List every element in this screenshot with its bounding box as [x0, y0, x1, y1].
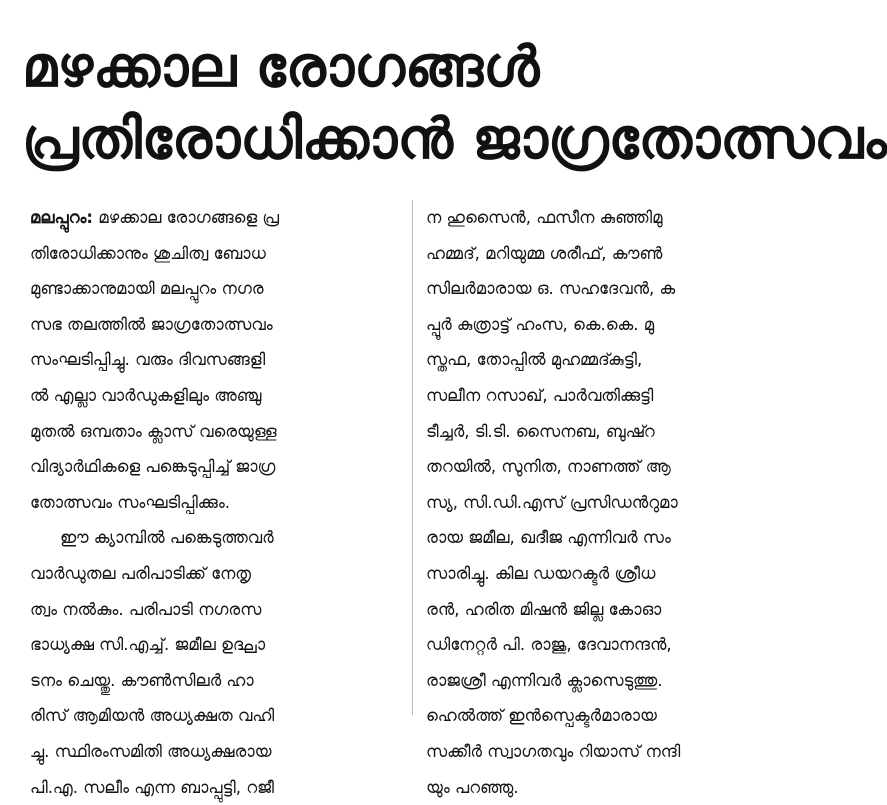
- article-line: സ്യ, സി.ഡി.എസ് പ്രസിഡൻറുമാ: [426, 485, 778, 521]
- article-line: സലീന റസാഖ്, പാർവതിക്കുട്ടി: [426, 378, 778, 414]
- article-line: വാർഡുതല പരിപാടിക്ക് നേതൃ: [30, 556, 402, 592]
- article-line: പി.എ. സലീം എന്ന ബാപ്പുട്ടി, റജീ: [30, 770, 402, 805]
- article-line: സംഘടിപ്പിച്ചു. വരും ദിവസങ്ങളി: [30, 342, 402, 378]
- article-line: സഭ തലത്തിൽ ജാഗ്രതോത്സവം: [30, 307, 402, 343]
- article-line: ഹമ്മദ്, മറിയുമ്മ ശരീഫ്, കൗൺ: [426, 236, 778, 272]
- article-line: സ്തഫ, തോപ്പിൽ മുഹമ്മദ്കുട്ടി,: [426, 342, 778, 378]
- article-line: മുതൽ ഒമ്പതാം ക്ലാസ് വരെയുള്ള: [30, 414, 402, 450]
- article-line: രൻ, ഹരിത മിഷൻ ജില്ല കോഓ: [426, 592, 778, 628]
- column-divider: [412, 200, 413, 715]
- article-line: തോത്സവം സംഘടിപ്പിക്കും.: [30, 485, 402, 521]
- article-line: സിലർമാരായ ഒ. സഹദേവൻ, ക: [426, 271, 778, 307]
- headline-line-2: പ്രതിരോധിക്കാൻ ജാഗ്രതോത്സവം: [22, 104, 782, 176]
- article-column-left: [30, 200, 402, 805]
- article-column-right: [426, 200, 778, 805]
- article-line: വിദ്യാർഥികളെ പങ്കെടുപ്പിച്ച് ജാഗ്ര: [30, 449, 402, 485]
- article-line: ടനം ചെയ്തു. കൗൺസിലർ ഹാ: [30, 663, 402, 699]
- article-line: സാരിച്ചു. കില ഡയറക്ടർ ശ്രീധ: [426, 556, 778, 592]
- dateline: മലപ്പുറം:: [30, 208, 93, 227]
- article-line: [30, 200, 402, 236]
- article-line-text: മഴക്കാല രോഗങ്ങളെ പ്ര: [93, 208, 279, 227]
- article-line: ടീച്ചർ, ടി.ടി. സൈനബ, ബുഷ്റ: [426, 414, 778, 450]
- article-line: പ്പൂർ കുത്രാട്ട് ഹംസ, കെ.കെ. മു: [426, 307, 778, 343]
- article-line: ന ഹുസൈൻ, ഫസീന കുഞ്ഞിമു: [426, 200, 778, 236]
- article-line: സക്കീർ സ്വാഗതവും റിയാസ് നന്ദി: [426, 734, 778, 770]
- article-line: ച്ചു. സ്ഥിരംസമിതി അധ്യക്ഷരായ: [30, 734, 402, 770]
- article-line: തറയിൽ, സുനിത, നാണത്ത് ആ: [426, 449, 778, 485]
- article-line: മുണ്ടാക്കാനുമായി മലപ്പുറം നഗര: [30, 271, 402, 307]
- article-line: ത്വം നൽകും. പരിപാടി നഗരസ: [30, 592, 402, 628]
- article-line: തിരോധിക്കാനും ശുചിത്വ ബോധ: [30, 236, 402, 272]
- article-line: ഡിനേറ്റർ പി. രാജു, ദേവാനന്ദൻ,: [426, 627, 778, 663]
- article-line: രാജശ്രീ എന്നിവർ ക്ലാസെടുത്തു.: [426, 663, 778, 699]
- headline: [22, 32, 782, 176]
- headline-line-1: മഴക്കാല രോഗങ്ങൾ: [22, 32, 782, 104]
- article-line: രായ ജമീല, ഖദീജ എന്നിവർ സം: [426, 520, 778, 556]
- article-line: യും പറഞ്ഞു.: [426, 770, 778, 805]
- article-line: ഭാധ്യക്ഷ സി.എച്ച്. ജമീല ഉദ്ഘാ: [30, 627, 402, 663]
- article-line: ഹെൽത്ത് ഇൻസ്പെക്ടർമാരായ: [426, 698, 778, 734]
- article-line: ഈ ക്യാമ്പിൽ പങ്കെടുത്തവർ: [30, 520, 402, 556]
- article-line: ൽ എല്ലാ വാർഡുകളിലും അഞ്ചു: [30, 378, 402, 414]
- article-line: രിസ് ആമിയൻ അധ്യക്ഷത വഹി: [30, 698, 402, 734]
